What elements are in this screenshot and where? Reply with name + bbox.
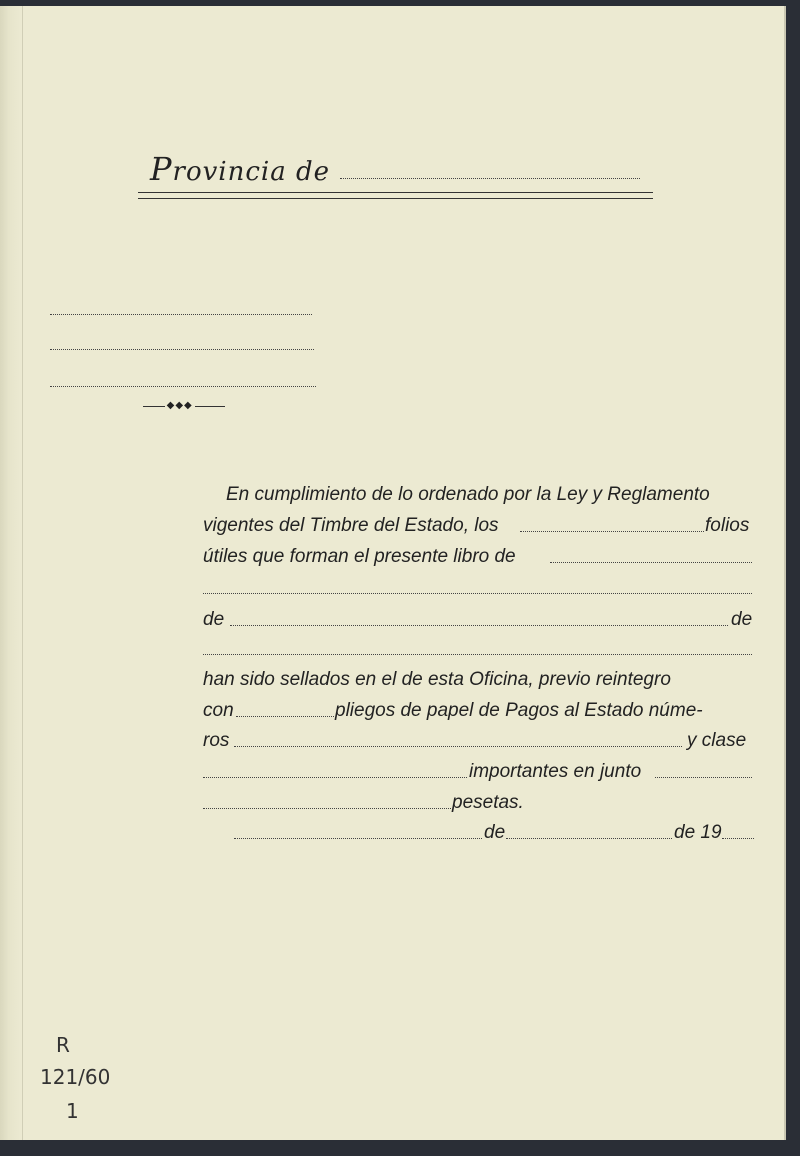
body-line-8a: con [203,700,234,721]
blank-fill-line-2 [203,654,752,655]
margin-note-line-3: 1 [66,1099,79,1123]
junto-fill-line [655,777,752,778]
date-year-label: de 19 [674,822,722,843]
body-line-9b: y clase [687,730,747,751]
pliegos-fill-line [236,716,334,717]
numeros-fill-line [234,746,682,747]
margin-note-line-2: 121/60 [40,1065,111,1089]
margin-note-line-1: R [56,1033,70,1057]
body-line-1: En cumplimiento de lo ordenado por la Ley y Reglamento [226,484,710,505]
body-line-5a: de [203,609,225,630]
body-line-3: útiles que forman el presente libro de [203,546,516,567]
province-heading [150,150,330,188]
body-line-11: pesetas. [452,792,524,813]
month-fill-line [506,838,672,839]
heading-initial: P [150,150,173,188]
amount-fill-line [203,808,451,809]
address-line-3 [50,386,316,387]
book-type-fill-line [550,562,752,563]
page-binding [0,6,23,1140]
folios-fill-line [520,531,704,532]
body-line-8b: pliegos de papel de Pagos al Estado núme- [335,700,703,721]
body-line-7: han sido sellados en el de esta Oficina, previo reintegro [203,669,671,690]
body-line-9a: ros [203,730,230,751]
province-fill-line [340,178,640,179]
address-line-1 [50,314,312,315]
address-line-2 [50,349,314,350]
blank-fill-line-1 [203,593,752,594]
heading-text: rovincia de [172,157,331,187]
place-fill-line [234,838,482,839]
body-line-2b: folios [705,515,750,536]
body-line-10: importantes en junto [469,761,642,782]
ornament-divider: ◆◆◆ [143,399,225,413]
date-de-1: de [484,822,506,843]
de-fill-line [230,625,728,626]
document-page [0,6,786,1140]
heading-double-rule [138,192,653,199]
body-line-5b: de [731,609,753,630]
year-fill-line [722,838,754,839]
body-line-2a: vigentes del Timbre del Estado, los [203,515,499,536]
clase-fill-line [203,777,467,778]
